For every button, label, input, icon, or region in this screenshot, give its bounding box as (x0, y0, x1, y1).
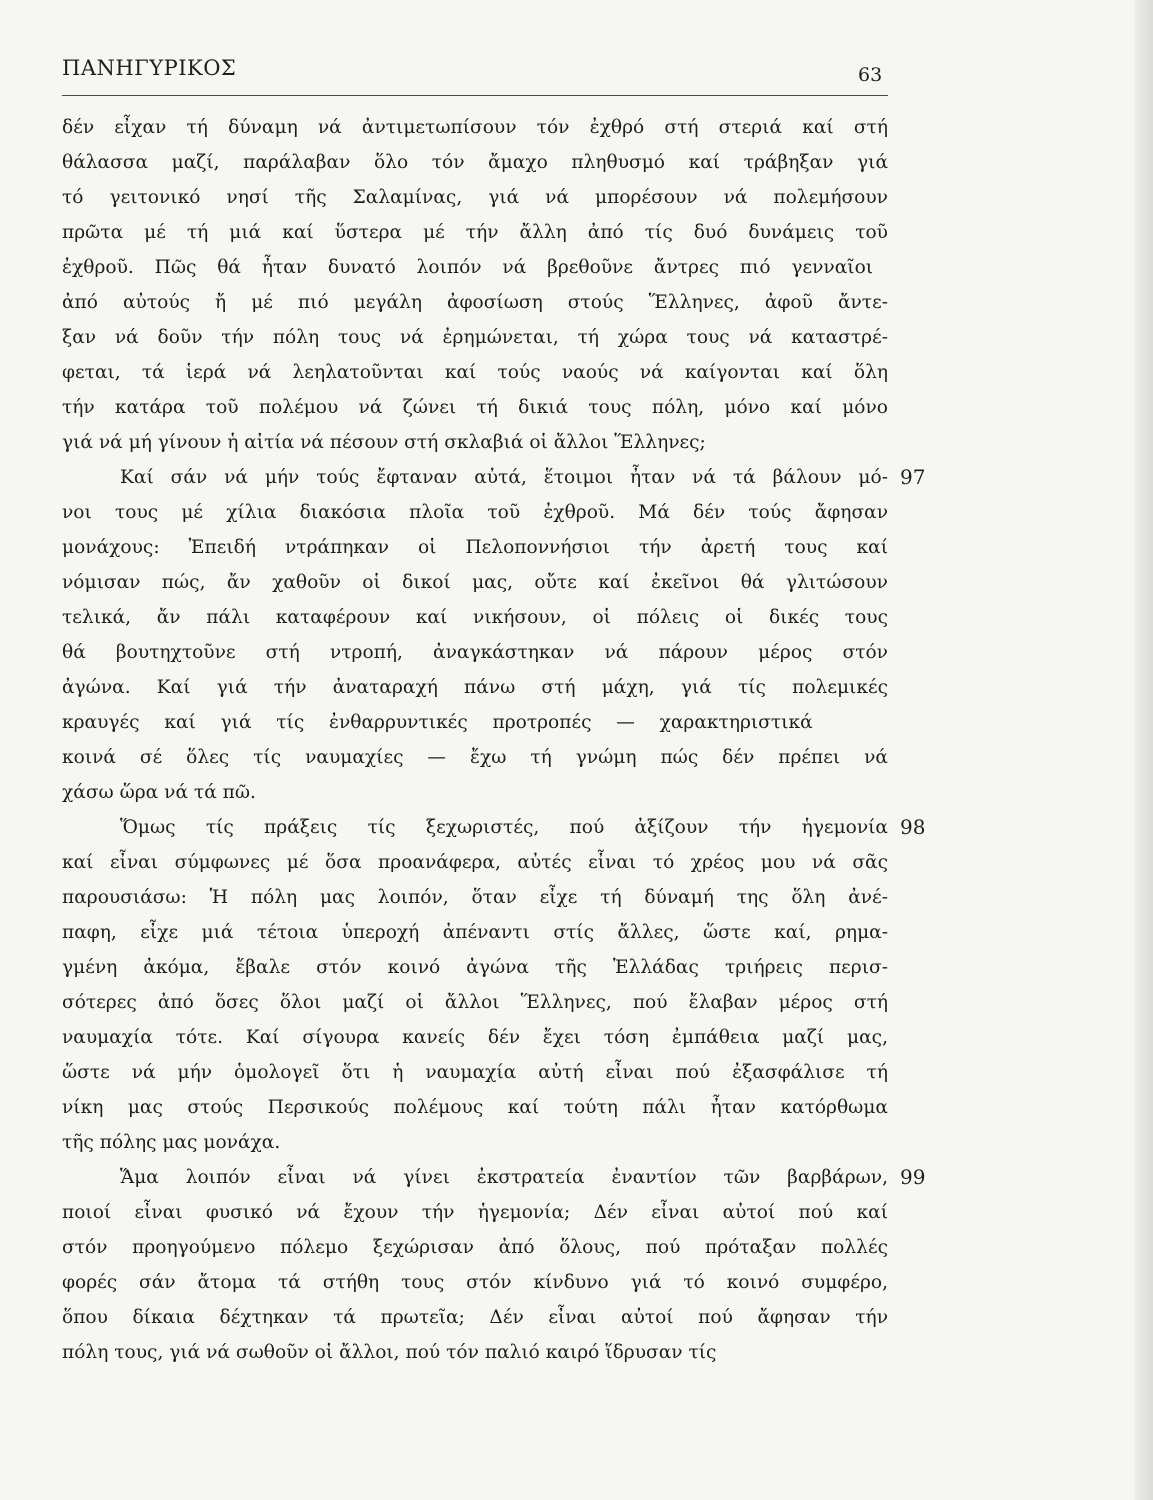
text-line-content: ὅπου δίκαια δέχτηκαν τά πρωτεῖα; Δέν εἶναι αὐτοί πού ἄφησαν τήν (62, 1307, 888, 1328)
text-line-content: στόν προηγούμενο πόλεμο ξεχώρισαν ἀπό ὅλους, πού πρόταξαν πολλές (62, 1237, 888, 1258)
text-line (62, 180, 888, 215)
text-line-content: γιά νά μή γίνουν ἡ αἰτία νά πέσουν στή σκλαβιά οἱ ἄλλοι Ἕλληνες; (62, 432, 706, 453)
text-line-content: Καί σάν νά μήν τούς ἔφταναν αὐτά, ἕτοιμοι ἦταν νά τά βάλουν μό- (120, 467, 888, 488)
text-line-content: σότερες ἀπό ὅσες ὅλοι μαζί οἱ ἄλλοι Ἕλληνες, πού ἔλαβαν μέρος στή (62, 992, 888, 1013)
text-line (62, 530, 888, 565)
text-line (62, 915, 888, 950)
text-line-content: ποιοί εἶναι φυσικό νά ἔχουν τήν ἡγεμονία; Δέν εἶναι αὐτοί πού καί (62, 1202, 888, 1223)
text-line (62, 460, 926, 495)
text-line (62, 1160, 926, 1195)
text-line (62, 1230, 888, 1265)
text-line (62, 1090, 888, 1125)
section-margin-number: 97 (900, 465, 926, 489)
text-line-content: νοι τους μέ χίλια διακόσια πλοῖα τοῦ ἐχθροῦ. Μά δέν τούς ἄφησαν (62, 502, 888, 523)
text-line-content: θάλασσα μαζί, παράλαβαν ὅλο τόν ἄμαχο πληθυσμό καί τράβηξαν γιά (62, 152, 888, 173)
text-line-content: Ἅμα λοιπόν εἶναι νά γίνει ἐκστρατεία ἐναντίον τῶν βαρβάρων, (120, 1167, 888, 1188)
running-title: ΠΑΝΗΓΥΡΙΚΟΣ (62, 56, 237, 80)
text-line (62, 285, 888, 320)
header-rule (62, 95, 888, 96)
text-line (62, 810, 926, 845)
text-line-content: ἀπό αὐτούς ἤ μέ πιό μεγάλη ἀφοσίωση στούς Ἕλληνες, ἀφοῦ ἄντε- (62, 292, 888, 313)
text-line (62, 635, 888, 670)
text-line (62, 845, 888, 880)
text-line-content: τελικά, ἄν πάλι καταφέρουν καί νικήσουν, οἱ πόλεις οἱ δικές τους (62, 607, 888, 628)
text-line (62, 1020, 888, 1055)
text-line (62, 1055, 888, 1090)
text-line (62, 1335, 888, 1370)
text-line-content: νίκη μας στούς Περσικούς πολέμους καί τούτη πάλι ἦταν κατόρθωμα (62, 1097, 888, 1118)
text-line-content: χάσω ὥρα νά τά πῶ. (62, 782, 256, 803)
text-line (62, 670, 888, 705)
text-line-content: τῆς πόλης μας μονάχα. (62, 1132, 281, 1153)
text-line-content: ἐχθροῦ. Πῶς θά ἦταν δυνατό λοιπόν νά βρεθοῦνε ἄντρες πιό γενναῖοι (62, 257, 874, 278)
text-line-content: καί εἶναι σύμφωνες μέ ὅσα προανάφερα, αὐτές εἶναι τό χρέος μου νά σᾶς (62, 852, 888, 873)
text-line (62, 1125, 888, 1160)
text-line-content: μονάχους: Ἐπειδή ντράπηκαν οἱ Πελοποννήσιοι τήν ἀρετή τους καί (62, 537, 888, 558)
text-line-content: ναυμαχία τότε. Καί σίγουρα κανείς δέν ἔχει τόση ἐμπάθεια μαζί μας, (62, 1027, 888, 1048)
text-line (62, 110, 888, 145)
text-line (62, 565, 888, 600)
text-line (62, 1195, 888, 1230)
text-line-content: παφη, εἶχε μιά τέτοια ὑπεροχή ἀπέναντι στίς ἄλλες, ὥστε καί, ρημα- (62, 922, 888, 943)
text-line (62, 215, 888, 250)
text-line-content: ὥστε νά μήν ὁμολογεῖ ὅτι ἡ ναυμαχία αὐτή εἶναι πού ἐξασφάλισε τή (62, 1062, 888, 1083)
text-line-content: πόλη τους, γιά νά σωθοῦν οἱ ἄλλοι, πού τόν παλιό καιρό ἵδρυσαν τίς (62, 1342, 717, 1363)
text-line (62, 355, 888, 390)
text-line (62, 775, 888, 810)
text-line-content: Ὅμως τίς πράξεις τίς ξεχωριστές, πού ἀξίζουν τήν ἡγεμονία (120, 817, 888, 838)
text-line (62, 880, 888, 915)
text-line-content: φεται, τά ἱερά νά λεηλατοῦνται καί τούς ναούς νά καίγονται καί ὅλη (62, 362, 888, 383)
section-margin-number: 98 (900, 815, 926, 839)
text-line-content: κοινά σέ ὅλες τίς ναυμαχίες — ἔχω τή γνώμη πώς δέν πρέπει νά (62, 747, 888, 768)
text-line (62, 495, 888, 530)
text-line (62, 145, 888, 180)
text-line-content: γμένη ἀκόμα, ἔβαλε στόν κοινό ἀγώνα τῆς Ἑλλάδας τριήρεις περισ- (62, 957, 888, 978)
text-line (62, 320, 888, 355)
page-number: 63 (858, 64, 883, 86)
text-line-content: κραυγές καί γιά τίς ἐνθαρρυντικές προτροπές — χαρακτηριστικά (62, 712, 813, 733)
text-line (62, 705, 888, 740)
text-line (62, 1265, 888, 1300)
text-line (62, 1300, 888, 1335)
text-line (62, 425, 888, 460)
text-line (62, 390, 888, 425)
section-margin-number: 99 (900, 1165, 926, 1189)
text-line (62, 250, 888, 285)
text-line-content: πρῶτα μέ τή μιά καί ὕστερα μέ τήν ἄλλη ἀπό τίς δυό δυνάμεις τοῦ (62, 222, 888, 243)
text-line (62, 740, 888, 775)
text-line-content: φορές σάν ἄτομα τά στήθη τους στόν κίνδυνο γιά τό κοινό συμφέρο, (62, 1272, 888, 1293)
text-line (62, 985, 888, 1020)
text-line-content: ξαν νά δοῦν τήν πόλη τους νά ἐρημώνεται, τή χώρα τους νά καταστρέ- (62, 327, 888, 348)
text-line-content: ἀγώνα. Καί γιά τήν ἀναταραχή πάνω στή μάχη, γιά τίς πολεμικές (62, 677, 888, 698)
text-line-content: τό γειτονικό νησί τῆς Σαλαμίνας, γιά νά μπορέσουν νά πολεμήσουν (62, 187, 888, 208)
page-gutter-shadow (1135, 0, 1153, 1500)
text-line-content: νόμισαν πώς, ἄν χαθοῦν οἱ δικοί μας, οὔτε καί ἐκεῖνοι θά γλιτώσουν (62, 572, 888, 593)
text-line-content: θά βουτηχτοῦνε στή ντροπή, ἀναγκάστηκαν νά πάρουν μέρος στόν (62, 642, 888, 663)
text-line-content: δέν εἶχαν τή δύναμη νά ἀντιμετωπίσουν τόν ἐχθρό στή στεριά καί στή (62, 117, 888, 138)
text-block (62, 110, 952, 1370)
text-line-content: παρουσιάσω: Ἡ πόλη μας λοιπόν, ὅταν εἶχε τή δύναμή της ὅλη ἀνέ- (62, 887, 888, 908)
text-line (62, 950, 888, 985)
text-line-content: τήν κατάρα τοῦ πολέμου νά ζώνει τή δικιά τους πόλη, μόνο καί μόνο (62, 397, 888, 418)
text-line (62, 600, 888, 635)
